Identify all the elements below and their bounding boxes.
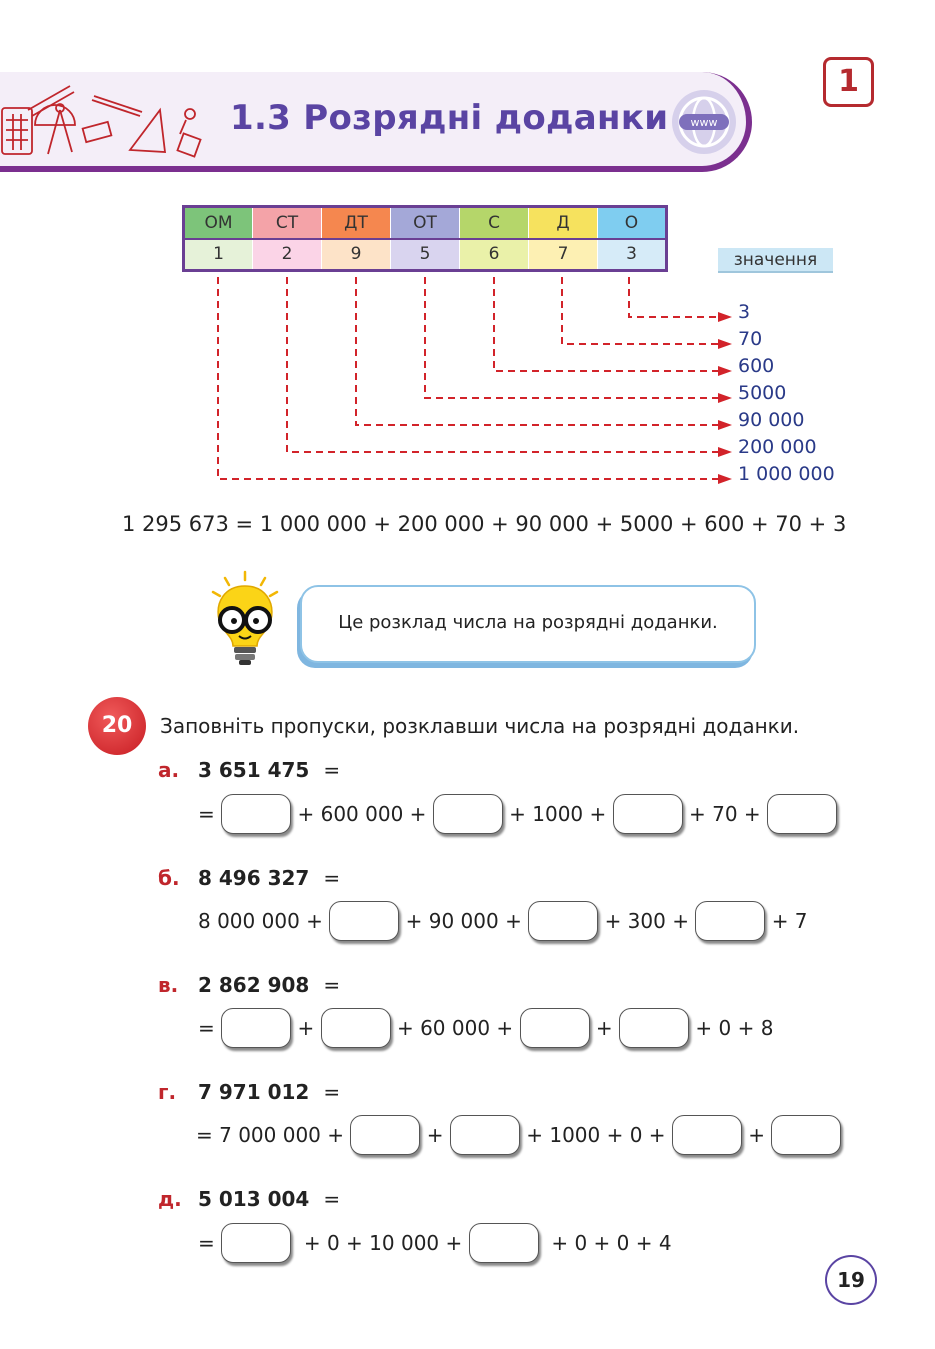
row-text: + [426, 1123, 444, 1147]
place-header-dt: ДТ [322, 207, 391, 239]
arrow-line [562, 277, 720, 344]
place-header-o: О [598, 207, 667, 239]
row-text: + 0 + 0 + 4 [551, 1231, 672, 1255]
answer-box[interactable] [329, 901, 399, 941]
place-value: 70 [738, 328, 763, 350]
item-number: 5 013 004 [198, 1187, 310, 1211]
answer-box[interactable] [469, 1223, 539, 1263]
item-number: 2 862 908 [198, 973, 310, 997]
place-digit: 5 [391, 239, 460, 271]
row-text: + 600 000 + [297, 802, 427, 826]
item-letter: г. [158, 1080, 177, 1104]
item-letter: а. [158, 758, 180, 782]
exercise-item-a [158, 758, 340, 788]
answer-box[interactable] [221, 1223, 291, 1263]
place-digit: 7 [529, 239, 598, 271]
row-text: + 90 000 + [405, 909, 522, 933]
answer-box[interactable] [350, 1115, 420, 1155]
row-text: + 1000 + [509, 802, 607, 826]
item-number: 8 496 327 [198, 866, 310, 890]
arrow-head-icon [718, 420, 732, 430]
place-digit: 2 [253, 239, 322, 271]
exercise-instruction: Заповніть пропуски, розклавши числа на розрядні доданки. [160, 714, 800, 738]
page-title: 1.3 Розрядні доданки [230, 98, 669, 138]
answer-box[interactable] [619, 1008, 689, 1048]
page-number: 19 [825, 1255, 877, 1305]
place-value: 5000 [738, 382, 787, 404]
arrow-line [425, 277, 720, 398]
exercise-item-b [158, 866, 340, 896]
row-text: = 7 000 000 + [196, 1123, 345, 1147]
item-equals: = [323, 1187, 341, 1211]
item-letter: д. [158, 1187, 182, 1211]
tip-text: Це розклад числа на розрядні доданки. [338, 612, 718, 633]
answer-box[interactable] [221, 794, 291, 834]
arrow-line [218, 277, 720, 479]
place-header-om: ОМ [184, 207, 253, 239]
arrow-line [356, 277, 720, 425]
exercise-number-badge: 20 [88, 697, 146, 755]
row-text: + 1000 + 0 + [526, 1123, 666, 1147]
exercise-item-d [158, 1187, 340, 1217]
item-a-answer-row [198, 792, 837, 836]
answer-box[interactable] [221, 1008, 291, 1048]
place-value: 600 [738, 355, 775, 377]
row-text: + [297, 1016, 315, 1040]
value-label: значення [718, 248, 833, 273]
place-header-s: С [460, 207, 529, 239]
arrow-head-icon [718, 393, 732, 403]
row-text: + 0 + 10 000 + [303, 1231, 463, 1255]
expansion-example: 1 295 673 = 1 000 000 + 200 000 + 90 000 + 5000 + 600 + 70 + 3 [122, 512, 847, 536]
place-digit: 6 [460, 239, 529, 271]
lightbulb-icon [205, 570, 285, 668]
answer-box[interactable] [321, 1008, 391, 1048]
item-d-answer-row [198, 1221, 672, 1265]
arrow-head-icon [718, 339, 732, 349]
item-b-answer-row [198, 899, 808, 943]
item-equals: = [323, 973, 341, 997]
row-text: 8 000 000 + [198, 909, 323, 933]
row-text: + [748, 1123, 766, 1147]
arrow-line [494, 277, 720, 371]
item-number: 3 651 475 [198, 758, 310, 782]
chapter-badge: 1 [823, 57, 874, 107]
exercise-item-v [158, 973, 340, 1003]
row-text: + 60 000 + [396, 1016, 514, 1040]
answer-box[interactable] [695, 901, 765, 941]
answer-box[interactable] [767, 794, 837, 834]
arrow-head-icon [718, 312, 732, 322]
item-v-answer-row [198, 1006, 773, 1050]
answer-box[interactable] [433, 794, 503, 834]
row-text: + 70 + [689, 802, 761, 826]
place-value: 200 000 [738, 436, 817, 458]
row-text: + 0 + 8 [695, 1016, 774, 1040]
place-value: 1 000 000 [738, 463, 835, 485]
exercise-item-g [158, 1080, 340, 1110]
item-equals: = [323, 1080, 341, 1104]
globe-label: www [690, 116, 718, 129]
item-letter: в. [158, 973, 179, 997]
arrow-head-icon [718, 474, 732, 484]
arrow-head-icon [718, 447, 732, 457]
row-text: + 300 + [604, 909, 689, 933]
answer-box[interactable] [672, 1115, 742, 1155]
place-digit: 9 [322, 239, 391, 271]
answer-box[interactable] [613, 794, 683, 834]
place-digit: 3 [598, 239, 667, 271]
place-header-st: СТ [253, 207, 322, 239]
answer-box[interactable] [520, 1008, 590, 1048]
item-g-answer-row [196, 1113, 841, 1157]
arrow-head-icon [718, 366, 732, 376]
row-text: = [198, 1231, 215, 1255]
row-text: = [198, 802, 215, 826]
item-letter: б. [158, 866, 180, 890]
place-value: 3 [738, 301, 751, 323]
row-text: = [198, 1016, 215, 1040]
arrow-line [629, 277, 720, 317]
place-header-d: Д [529, 207, 598, 239]
row-text: + [595, 1016, 613, 1040]
place-digit: 1 [184, 239, 253, 271]
place-header-ot: ОТ [391, 207, 460, 239]
item-equals: = [323, 866, 341, 890]
row-text: + 7 [771, 909, 808, 933]
answer-box[interactable] [528, 901, 598, 941]
item-equals: = [323, 758, 341, 782]
answer-box[interactable] [450, 1115, 520, 1155]
item-number: 7 971 012 [198, 1080, 310, 1104]
place-value: 90 000 [738, 409, 805, 431]
answer-box[interactable] [771, 1115, 841, 1155]
tip-callout [300, 585, 756, 663]
